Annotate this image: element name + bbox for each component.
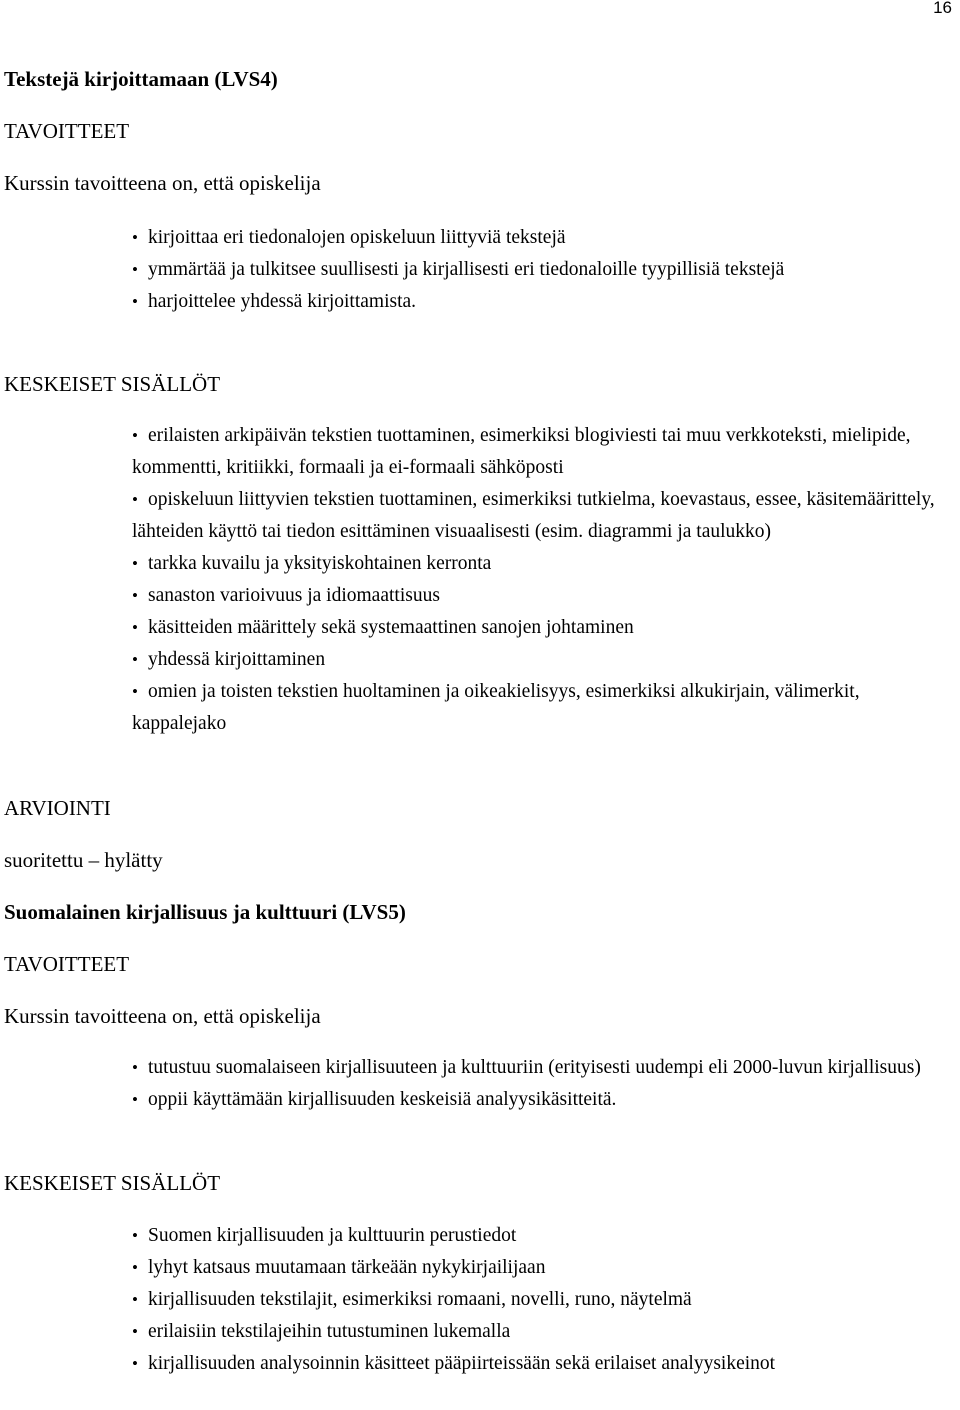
list-item: [132, 1348, 958, 1380]
bullet-icon: •: [132, 618, 138, 637]
list-item-text: käsitteiden määrittely sekä systemaattinen sanojen johtaminen: [148, 617, 634, 638]
list-item-text: lyhyt katsaus muutamaan tärkeään nykykirjailijaan: [148, 1257, 546, 1278]
bullet-icon: •: [132, 650, 138, 669]
list-item-text: ymmärtää ja tulkitsee suullisesti ja kirjallisesti eri tiedonaloille tyypillisiä tekstejä: [148, 259, 785, 280]
list-item: [132, 644, 958, 676]
section1-assessment-value: suoritettu – hylätty: [4, 848, 163, 872]
list-item-text: kirjallisuuden tekstilajit, esimerkiksi romaani, novelli, runo, näytelmä: [148, 1289, 692, 1310]
list-item-text: erilaisten arkipäivän tekstien tuottaminen, esimerkiksi blogiviesti tai muu verkkoteksti, mielipide, kommentti, kritiikki, formaali ja ei-formaali sähköposti: [132, 425, 911, 478]
section2-contents-list: [132, 1220, 958, 1380]
section1-assessment-heading: ARVIOINTI: [4, 796, 111, 820]
list-item: [132, 580, 958, 612]
bullet-icon: •: [132, 1226, 138, 1245]
bullet-icon: •: [132, 228, 138, 247]
list-item-text: kirjoittaa eri tiedonalojen opiskeluun liittyviä tekstejä: [148, 227, 566, 248]
section2-goals-heading: TAVOITTEET: [4, 952, 130, 976]
section2-goals-intro: Kurssin tavoitteena on, että opiskelija: [4, 1004, 321, 1028]
bullet-icon: •: [132, 1090, 138, 1109]
page-number: 16: [933, 0, 952, 17]
bullet-icon: •: [132, 1258, 138, 1277]
list-item: [132, 1220, 958, 1252]
bullet-icon: •: [132, 426, 138, 445]
section1-goals-heading: TAVOITTEET: [4, 119, 130, 143]
section1-title: Tekstejä kirjoittamaan (LVS4): [4, 67, 278, 91]
list-item: [132, 1316, 958, 1348]
section1-contents-list: [132, 420, 958, 740]
bullet-icon: •: [132, 1354, 138, 1373]
list-item-text: sanaston varioivuus ja idiomaattisuus: [148, 585, 440, 606]
section2-goals-list: [132, 1052, 958, 1116]
section1-goals-intro: Kurssin tavoitteena on, että opiskelija: [4, 171, 321, 195]
bullet-icon: •: [132, 1058, 138, 1077]
list-item: [132, 420, 958, 484]
bullet-icon: •: [132, 292, 138, 311]
list-item: [132, 1084, 958, 1116]
list-item: [132, 222, 958, 254]
bullet-icon: •: [132, 1322, 138, 1341]
list-item: [132, 286, 958, 318]
list-item-text: tarkka kuvailu ja yksityiskohtainen kerronta: [148, 553, 492, 574]
list-item-text: harjoittelee yhdessä kirjoittamista.: [148, 291, 417, 312]
list-item-text: Suomen kirjallisuuden ja kulttuurin perustiedot: [148, 1225, 517, 1246]
bullet-icon: •: [132, 490, 138, 509]
section1-content-heading: KESKEISET SISÄLLÖT: [4, 372, 221, 396]
list-item: [132, 676, 958, 740]
bullet-icon: •: [132, 682, 138, 701]
list-item: [132, 484, 958, 548]
section1-goals-list: [132, 222, 958, 318]
section2-title: Suomalainen kirjallisuus ja kulttuuri (LVS5): [4, 900, 406, 924]
list-item: [132, 548, 958, 580]
list-item-text: omien ja toisten tekstien huoltaminen ja oikeakielisyys, esimerkiksi alkukirjain, välimerkit, kappalejako: [132, 681, 860, 734]
list-item-text: opiskeluun liittyvien tekstien tuottaminen, esimerkiksi tutkielma, koevastaus, essee, käsitemäärittely, lähteiden käyttö tai tiedon esittäminen visuaalisesti (esim. diagrammi ja taulukko): [132, 489, 935, 542]
bullet-icon: •: [132, 554, 138, 573]
bullet-icon: •: [132, 586, 138, 605]
list-item-text: oppii käyttämään kirjallisuuden keskeisiä analyysikäsitteitä.: [148, 1089, 617, 1110]
list-item-text: tutustuu suomalaiseen kirjallisuuteen ja kulttuuriin (erityisesti uudempi eli 2000-luvun kirjallisuus): [148, 1057, 921, 1078]
bullet-icon: •: [132, 1290, 138, 1309]
list-item: [132, 612, 958, 644]
list-item-text: kirjallisuuden analysoinnin käsitteet pääpiirteissään sekä erilaiset analyysikeinot: [148, 1353, 776, 1374]
list-item: [132, 254, 958, 286]
bullet-icon: •: [132, 260, 138, 279]
list-item-text: erilaisiin tekstilajeihin tutustuminen lukemalla: [148, 1321, 511, 1342]
list-item: [132, 1052, 958, 1084]
list-item-text: yhdessä kirjoittaminen: [148, 649, 326, 670]
section2-content-heading: KESKEISET SISÄLLÖT: [4, 1171, 221, 1195]
list-item: [132, 1252, 958, 1284]
list-item: [132, 1284, 958, 1316]
